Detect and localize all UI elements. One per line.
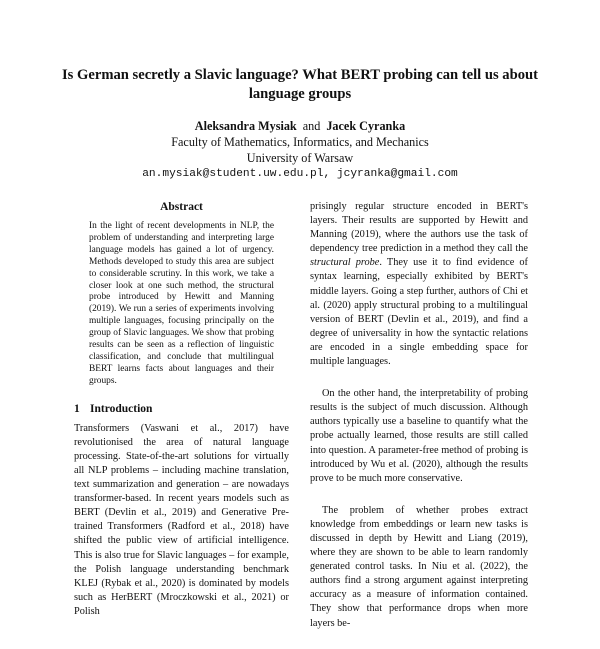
section-heading-introduction — [74, 402, 289, 416]
left-column — [74, 200, 289, 619]
right-p1-end: . They use it to find evidence of syntax learning, especially exhibited by BERT's middle layers. Going a step further, authors of Chi et al. (2020) apply structural probing to a multilingual version of BERT (Devlin et al., 2019), and find a degree of universality in how the syntactic relations are encoded in a single embedding space for multiple languages. — [310, 257, 528, 368]
introduction-paragraph: Transformers (Vaswani et al., 2017) have revolutionised the area of natural language processing. State-of-the-art solutions for virtually all NLP problems – including machine translation, text summarization and generation – are nowadays transformer-based. In recent years models such as BERT (Devlin et al., 2019) and Generative Pre-trained Transformers (Radford et al., 2018) have shifted the public view of artificial intelligence. This is also true for Slavic languages – for example, the Polish language understanding benchmark KLEJ (Rybak et al., 2020) is dominated by models such as HerBERT (Mroczkowski et al., 2021) or Polish — [74, 422, 289, 617]
abstract-text: In the light of recent developments in NLP, the problem of understanding and interpreting large language models has gained a lot of urgency. Methods developed to study this area are subject to considerable scrutiny. In this work, we take a closer look at one such method, the structural probe introduced by Hewitt and Manning (2019). We run a series of experiments involving multiple languages, focusing principally on the group of Slavic languages. We show that probing results can be seen as a reflection of linguistic classification, and conclude that multilingual BERT learns facts about languages and their groups. — [89, 221, 274, 386]
right-paragraph-1 — [310, 200, 528, 369]
right-paragraph-3: The problem of whether probes extract knowledge from embeddings or learn new tasks is discussed in depth by Hewitt and Liang (2019), where they are shown to be able to learn randomly generated control tasks. In Niu et al. (2022), the authors find a strong argument against interpreting accuracy as a measure of information contained. They show that performance drops when more layers be- — [310, 504, 528, 629]
right-column — [310, 200, 528, 649]
affiliation-faculty: Faculty of Mathematics, Informatics, and Mechanics — [171, 135, 429, 149]
author-block — [100, 118, 500, 182]
author-2-name: Jacek Cyranka — [326, 119, 406, 133]
author-emails: an.mysiak@student.uw.edu.pl, jcyranka@gmail.com — [142, 168, 458, 180]
right-paragraph-2: On the other hand, the interpretability of probing results is the subject of much discussion. Although authors typically use a baseline to quantify what the probe actually learned, those results are still called into question. A parameter-free method of probing is introduced by Wu et al. (2020), although the results prove to be much more conservative. — [310, 388, 528, 484]
section-number: 1 — [74, 402, 80, 415]
author-1-name: Aleksandra Mysiak — [194, 119, 297, 133]
structural-probe-term: structural probe — [310, 257, 380, 269]
affiliation-university: University of Warsaw — [246, 151, 354, 165]
paper-title: Is German secretly a Slavic language? What BERT probing can tell us about language groups — [62, 67, 538, 102]
right-p1-start: prisingly regular structure encoded in BERT's layers. Their results are supported by Hewitt and Manning (2019), where the authors use the task of dependency tree prediction in a method they call the — [310, 201, 528, 255]
section-title: Introduction — [90, 402, 153, 415]
abstract-heading: Abstract — [160, 201, 203, 213]
author-names — [100, 118, 500, 134]
author-conjunction: and — [302, 119, 321, 133]
